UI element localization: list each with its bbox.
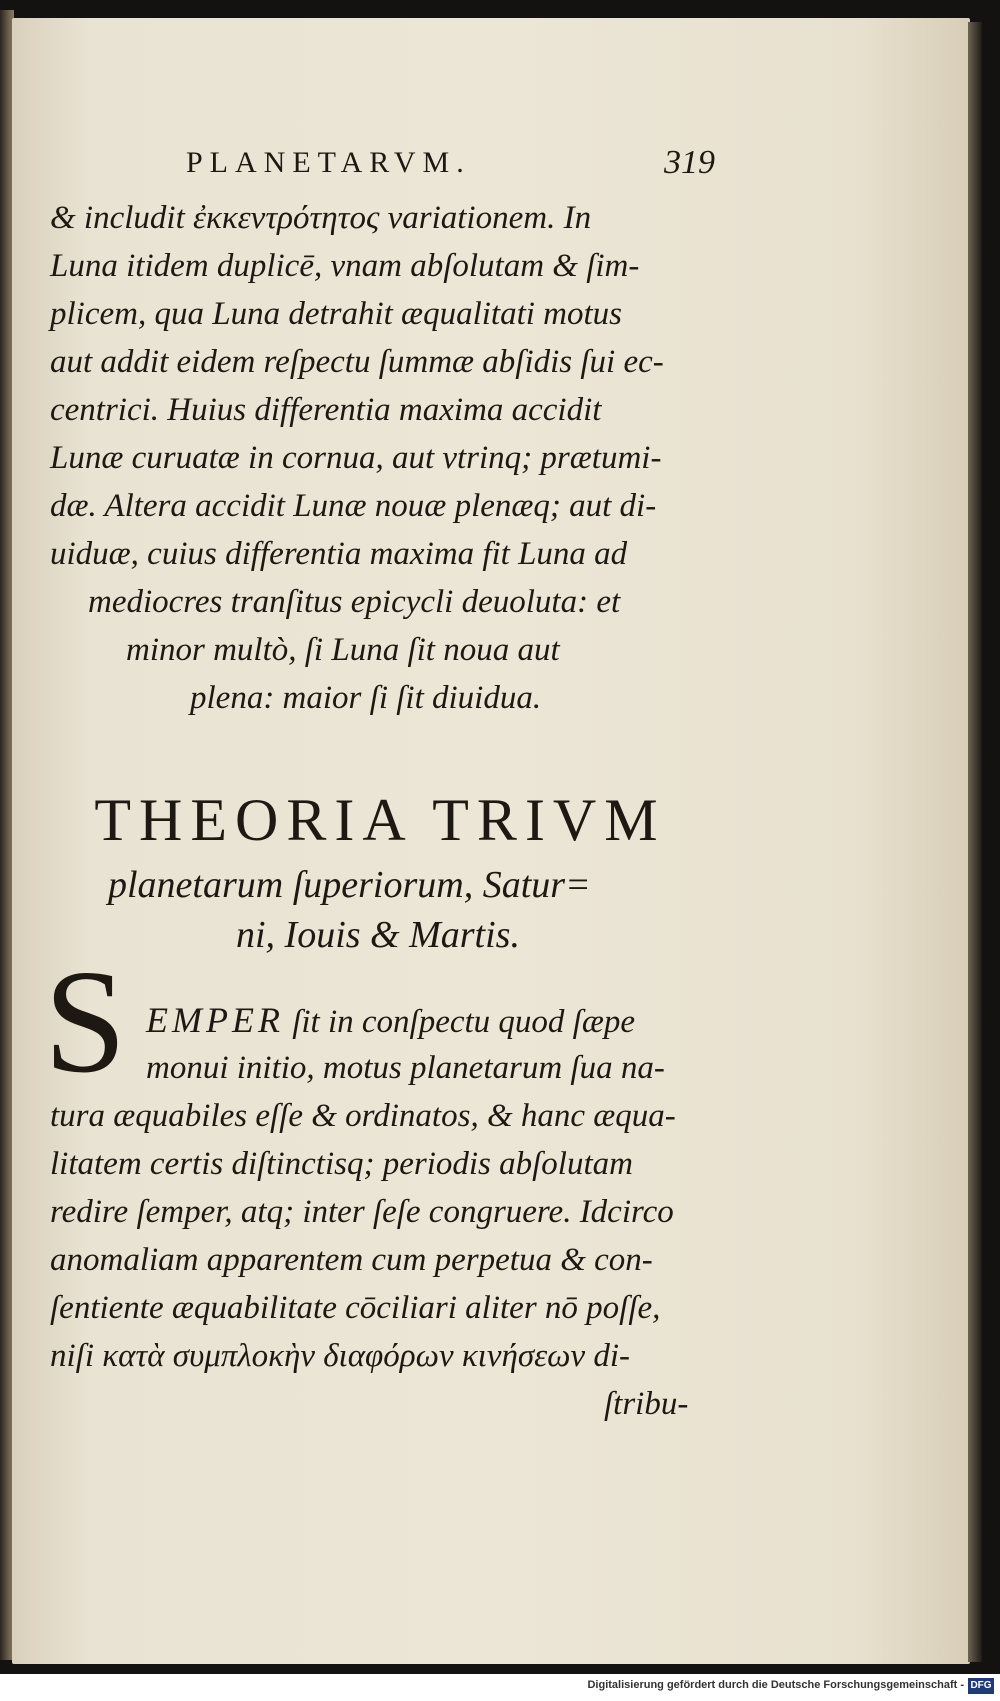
text-line: mediocres tranſitus epicycli deuoluta: et [88,584,621,620]
text-line: plena: maior ſi ſit diuidua. [190,680,542,716]
text-line: plicem, qua Luna detrahit æqualitati motus [50,296,623,332]
opening-word: EMPER [146,1000,284,1040]
section-subtitle-line: ni, Iouis & Martis. [236,914,520,956]
text-line: uiduæ, cuius differentia maxima fit Luna ad [50,536,628,572]
text-line: monui initio, motus planetarum ſua na- [146,1050,665,1086]
text-line: anomaliam apparentem cum perpetua & con- [50,1242,653,1278]
page-number: 319 [664,144,715,181]
text-line: minor multò, ſi Luna ſit noua aut [126,632,560,668]
text-line: Luna itidem duplicē, vnam abſolutam & ſim- [50,248,640,284]
section-title: THEORIA TRIVM [94,787,666,853]
text-line: aut addit eidem reſpectu ſummæ abſidis ſui ec- [50,344,664,380]
dfg-logo: DFG [968,1678,994,1694]
text-line: centrici. Huius differentia maxima accidit [50,392,602,428]
running-head: PLANETARVM. [186,146,471,179]
section-subtitle-line: planetarum ſuperiorum, Satur= [108,864,591,906]
catchword: ſtribu- [604,1386,689,1422]
text-line: ſentiente æquabilitate cōciliari aliter nō poſſe, [50,1290,661,1326]
text-line: litatem certis diſtinctisq; periodis abſolutam [50,1146,633,1182]
text-line: redire ſemper, atq; inter ſeſe congruere. Idcirco [50,1194,674,1230]
text-line: Lunæ curuatæ in cornua, aut vtrinq; prætumi- [50,440,662,476]
funding-credit: Digitalisierung gefördert durch die Deutsche Forschungsgemeinschaft - [587,1679,964,1691]
text-line: & includit ἐκκεντρότητος variationem. In [50,200,592,236]
drop-cap-initial: S [44,940,127,1104]
text-line: dæ. Altera accidit Lunæ nouæ plenæq; aut di- [50,488,657,524]
text-line: tura æquabiles eſſe & ordinatos, & hanc æqua- [50,1098,676,1134]
first-line-text: ſit in conſpectu quod ſæpe [292,1004,635,1040]
page-edge-shadow [968,22,982,1662]
footer-bar [0,1674,1000,1701]
paragraph-first-line [146,1000,635,1042]
text-line: niſi κατὰ συμπλοκὴν διαφόρων κινήσεων di- [50,1338,630,1374]
